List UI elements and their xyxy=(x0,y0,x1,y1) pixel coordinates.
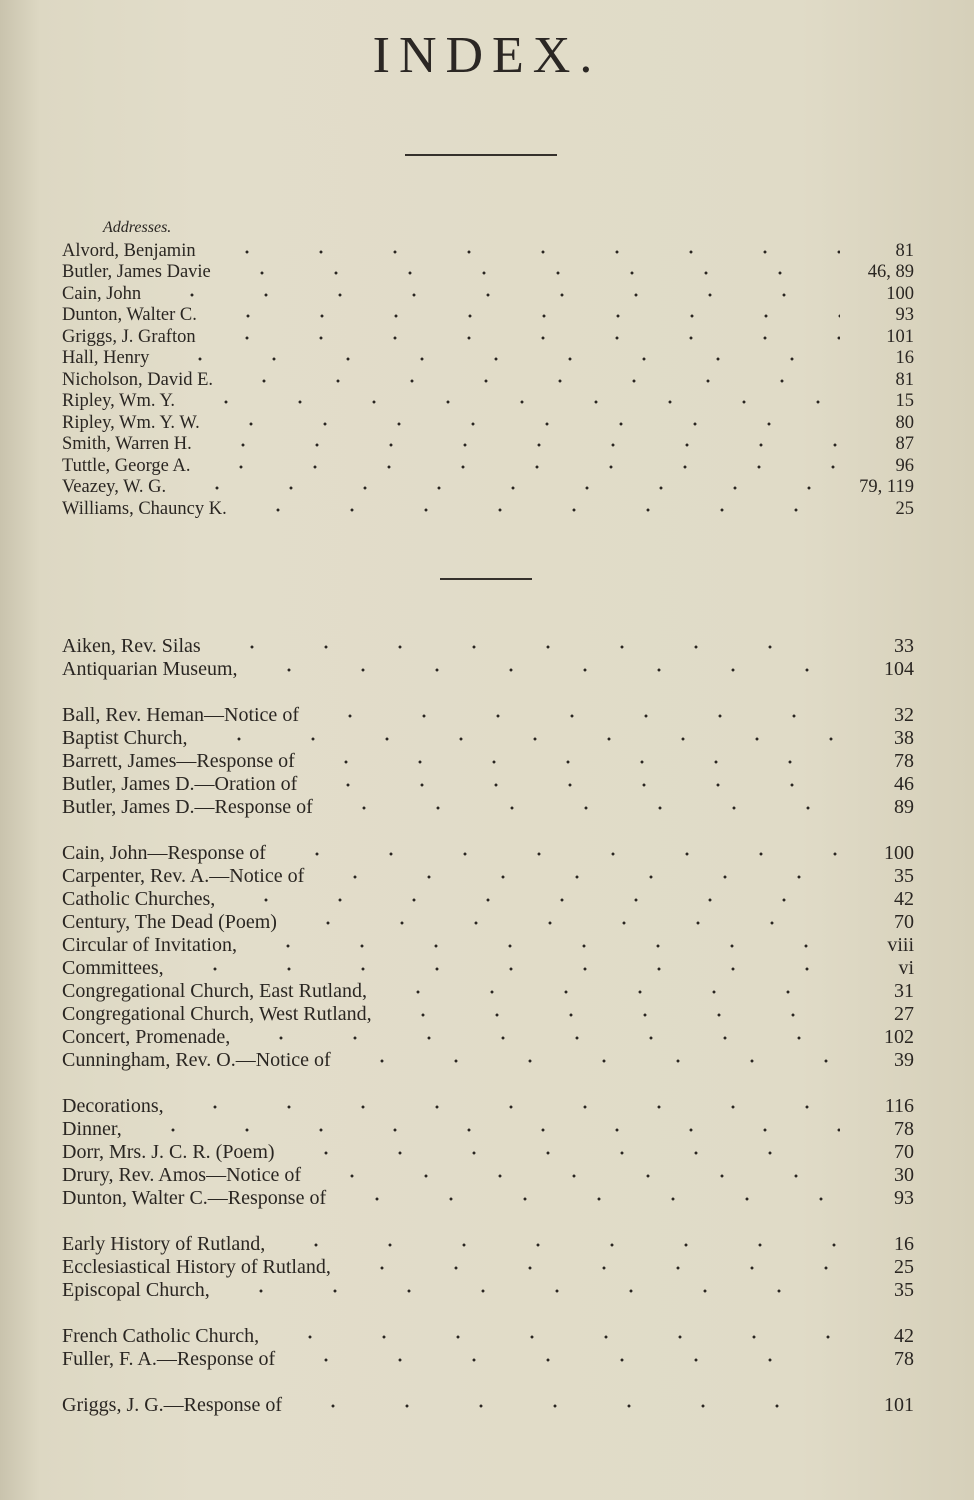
index-entry xyxy=(62,1186,914,1209)
entry-page-number: 35 xyxy=(894,865,914,887)
group-spacer xyxy=(62,1301,914,1324)
entry-page-number: 78 xyxy=(894,1348,914,1370)
entry-page-number: 25 xyxy=(894,1256,914,1278)
entry-label: Nicholson, David E. xyxy=(62,369,214,390)
entry-label: Committees, xyxy=(62,957,164,979)
dot-leader xyxy=(206,433,840,455)
dot-leader xyxy=(251,934,840,956)
entry-label: Episcopal Church, xyxy=(62,1279,210,1301)
dot-leader xyxy=(210,240,840,262)
dot-leader xyxy=(381,980,840,1002)
index-entry xyxy=(62,1278,914,1301)
entry-label: Early History of Rutland, xyxy=(62,1233,266,1255)
entry-label: Williams, Chauncy K. xyxy=(62,498,227,519)
index-entry xyxy=(62,369,914,391)
entry-page-number: 27 xyxy=(894,1003,914,1025)
dot-leader xyxy=(189,390,840,412)
index-entry xyxy=(62,887,914,910)
entry-page-number: 100 xyxy=(884,842,914,864)
entry-label: Ecclesiastical History of Rutland, xyxy=(62,1256,331,1278)
entry-label: Congregational Church, West Rutland, xyxy=(62,1003,372,1025)
index-entry xyxy=(62,772,914,795)
entry-label: Fuller, F. A.—Response of xyxy=(62,1348,276,1370)
section-divider xyxy=(440,578,532,580)
group-spacer xyxy=(62,1071,914,1094)
entry-label: Cain, John—Response of xyxy=(62,842,266,864)
dot-leader xyxy=(178,957,840,979)
entry-page-number: 35 xyxy=(894,1279,914,1301)
index-entry xyxy=(62,326,914,348)
entry-page-number: 33 xyxy=(894,635,914,657)
addresses-list xyxy=(62,240,914,520)
index-entry xyxy=(62,240,914,262)
entry-label: Butler, James D.—Oration of xyxy=(62,773,298,795)
entry-label: Cunningham, Rev. O.—Notice of xyxy=(62,1049,331,1071)
entry-page-number: 81 xyxy=(895,369,914,390)
entry-page-number: 79, 119 xyxy=(859,477,914,497)
index-entry xyxy=(62,1163,914,1186)
index-entry xyxy=(62,262,914,284)
index-entry xyxy=(62,910,914,933)
index-entry xyxy=(62,305,914,327)
entry-page-number: 70 xyxy=(894,1141,914,1163)
dot-leader xyxy=(211,304,840,326)
entry-label: Aiken, Rev. Silas xyxy=(62,635,201,657)
entry-label: Baptist Church, xyxy=(62,727,188,749)
index-entry xyxy=(62,455,914,477)
index-entry xyxy=(62,1140,914,1163)
dot-leader xyxy=(155,283,840,305)
index-entry xyxy=(62,1347,914,1370)
index-entry xyxy=(62,703,914,726)
index-entry xyxy=(62,749,914,772)
addresses-heading: Addresses. xyxy=(103,219,172,236)
index-entry xyxy=(62,1117,914,1140)
entry-page-number: 78 xyxy=(894,1118,914,1140)
dot-leader xyxy=(227,369,840,391)
entry-label: Dunton, Walter C. xyxy=(62,305,197,325)
entry-page-number: 70 xyxy=(894,911,914,933)
entry-page-number: 31 xyxy=(894,980,914,1002)
entry-label: Carpenter, Rev. A.—Notice of xyxy=(62,865,305,887)
entry-page-number: 116 xyxy=(884,1095,914,1117)
entry-page-number: 16 xyxy=(894,1233,914,1255)
entry-label: Decorations, xyxy=(62,1095,164,1117)
index-entry xyxy=(62,434,914,456)
dot-leader xyxy=(311,773,840,795)
dot-leader xyxy=(229,888,840,910)
entry-label: Alvord, Benjamin xyxy=(62,240,196,261)
entry-page-number: vi xyxy=(898,957,914,979)
index-entry xyxy=(62,391,914,413)
entry-label: Smith, Warren H. xyxy=(62,434,192,454)
group-spacer xyxy=(62,680,914,703)
entry-label: French Catholic Church, xyxy=(62,1325,260,1347)
dot-leader xyxy=(180,476,840,498)
index-entry xyxy=(62,979,914,1002)
entry-page-number: 30 xyxy=(894,1164,914,1186)
dot-leader xyxy=(214,412,840,434)
dot-leader xyxy=(225,261,840,283)
dot-leader xyxy=(215,635,840,657)
entry-page-number: 42 xyxy=(894,1325,914,1347)
dot-leader xyxy=(241,498,840,520)
dot-leader xyxy=(280,842,840,864)
entry-page-number: 32 xyxy=(894,704,914,726)
index-entry xyxy=(62,1232,914,1255)
entry-page-number: 96 xyxy=(895,455,914,476)
dot-leader xyxy=(136,1118,840,1140)
index-entry xyxy=(62,1025,914,1048)
entry-label: Griggs, J. G.—Response of xyxy=(62,1394,282,1416)
entry-page-number: 104 xyxy=(884,658,914,680)
group-spacer xyxy=(62,818,914,841)
dot-leader xyxy=(279,1233,840,1255)
index-entry xyxy=(62,634,914,657)
dot-leader xyxy=(289,1348,840,1370)
index-entry xyxy=(62,1048,914,1071)
entry-page-number: 89 xyxy=(894,796,914,818)
entry-label: Veazey, W. G. xyxy=(62,477,167,497)
group-spacer xyxy=(62,1209,914,1232)
dot-leader xyxy=(291,911,840,933)
group-spacer xyxy=(62,1370,914,1393)
entry-label: Hall, Henry xyxy=(62,348,150,368)
index-entry xyxy=(62,1094,914,1117)
dot-leader xyxy=(273,1325,840,1347)
entry-page-number: 102 xyxy=(884,1026,914,1048)
entry-page-number: 93 xyxy=(895,305,914,325)
entry-label: Dorr, Mrs. J. C. R. (Poem) xyxy=(62,1141,275,1163)
dot-leader xyxy=(244,1026,840,1048)
dot-leader xyxy=(345,1256,840,1278)
entry-label: Butler, James Davie xyxy=(62,262,211,282)
dot-leader xyxy=(313,704,840,726)
entry-label: Butler, James D.—Response of xyxy=(62,796,313,818)
entry-page-number: viii xyxy=(887,934,914,956)
entry-label: Cain, John xyxy=(62,283,142,304)
dot-leader xyxy=(318,865,840,887)
index-entry xyxy=(62,477,914,499)
entry-page-number: 15 xyxy=(895,391,914,411)
entry-label: Ripley, Wm. Y. W. xyxy=(62,412,200,433)
entry-label: Concert, Promenade, xyxy=(62,1026,231,1048)
entry-label: Century, The Dead (Poem) xyxy=(62,911,277,933)
entry-label: Griggs, J. Grafton xyxy=(62,326,196,347)
index-entry xyxy=(62,412,914,434)
entry-page-number: 93 xyxy=(894,1187,914,1209)
entry-label: Circular of Invitation, xyxy=(62,934,237,956)
entry-page-number: 46, 89 xyxy=(867,262,914,282)
index-entry xyxy=(62,795,914,818)
dot-leader xyxy=(345,1049,840,1071)
dot-leader xyxy=(224,1279,840,1301)
entry-label: Dunton, Walter C.—Response of xyxy=(62,1187,327,1209)
dot-leader xyxy=(309,750,840,772)
entry-page-number: 78 xyxy=(894,750,914,772)
index-entry xyxy=(62,864,914,887)
dot-leader xyxy=(340,1187,840,1209)
entry-label: Drury, Rev. Amos—Notice of xyxy=(62,1164,302,1186)
entry-label: Antiquarian Museum, xyxy=(62,658,238,680)
page-title: INDEX. xyxy=(372,27,602,84)
index-entry xyxy=(62,841,914,864)
entry-page-number: 38 xyxy=(894,727,914,749)
entry-label: Dinner, xyxy=(62,1118,122,1140)
entry-page-number: 25 xyxy=(895,498,914,519)
index-entry xyxy=(62,498,914,520)
index-entry xyxy=(62,956,914,979)
entry-label: Congregational Church, East Rutland, xyxy=(62,980,367,1002)
index-entry xyxy=(62,657,914,680)
dot-leader xyxy=(296,1394,840,1416)
entry-page-number: 16 xyxy=(895,348,914,368)
entry-label: Barrett, James—Response of xyxy=(62,750,295,772)
index-entry xyxy=(62,726,914,749)
entry-page-number: 100 xyxy=(886,283,914,304)
entry-page-number: 87 xyxy=(895,434,914,454)
entry-label: Tuttle, George A. xyxy=(62,455,191,476)
entry-page-number: 81 xyxy=(895,240,914,261)
index-entry xyxy=(62,933,914,956)
dot-leader xyxy=(289,1141,840,1163)
index-entry xyxy=(62,1393,914,1416)
entry-page-number: 42 xyxy=(894,888,914,910)
subject-index-list xyxy=(62,634,914,1416)
entry-page-number: 101 xyxy=(886,326,914,347)
entry-page-number: 80 xyxy=(895,412,914,433)
dot-leader xyxy=(386,1003,840,1025)
entry-page-number: 101 xyxy=(884,1394,914,1416)
entry-label: Ripley, Wm. Y. xyxy=(62,391,176,411)
title-divider xyxy=(405,154,557,156)
dot-leader xyxy=(163,347,840,369)
index-entry xyxy=(62,348,914,370)
index-entry xyxy=(62,1324,914,1347)
dot-leader xyxy=(315,1164,840,1186)
dot-leader xyxy=(327,796,840,818)
entry-page-number: 39 xyxy=(894,1049,914,1071)
dot-leader xyxy=(178,1095,840,1117)
dot-leader xyxy=(202,727,840,749)
entry-label: Catholic Churches, xyxy=(62,888,216,910)
dot-leader xyxy=(252,658,840,680)
index-entry xyxy=(62,1002,914,1025)
dot-leader xyxy=(204,455,840,477)
index-entry xyxy=(62,283,914,305)
entry-page-number: 46 xyxy=(894,773,914,795)
entry-label: Ball, Rev. Heman—Notice of xyxy=(62,704,299,726)
dot-leader xyxy=(210,326,840,348)
index-entry xyxy=(62,1255,914,1278)
